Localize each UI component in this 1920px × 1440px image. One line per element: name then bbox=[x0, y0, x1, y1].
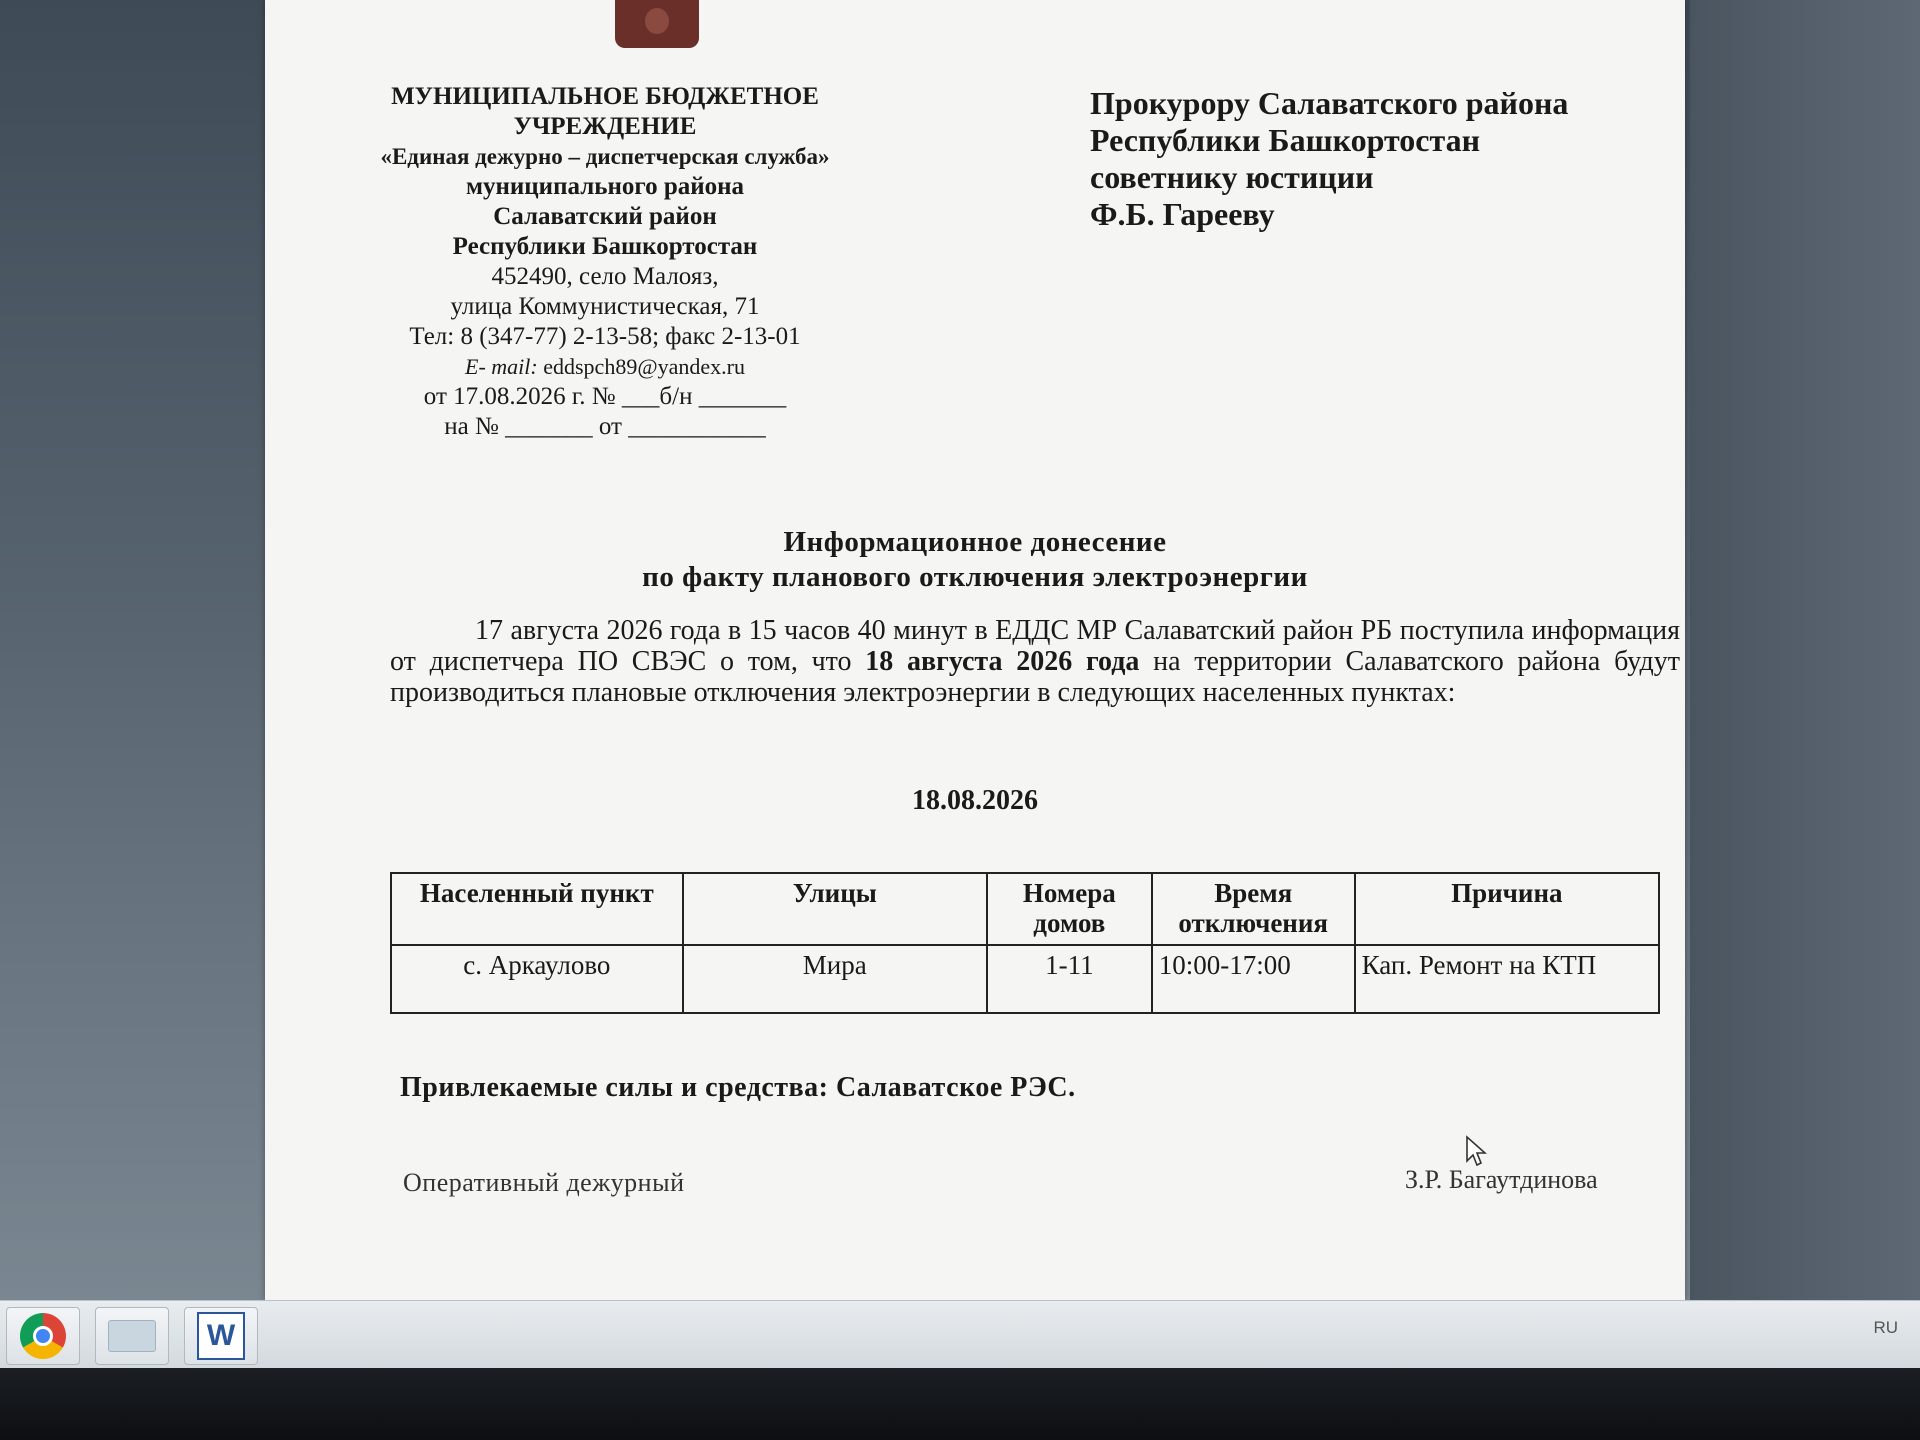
org-line: Салаватский район bbox=[493, 203, 717, 230]
col-header-outage-time: Время отключения bbox=[1152, 873, 1355, 945]
col-header-streets: Улицы bbox=[683, 873, 987, 945]
sender-org-block bbox=[355, 82, 855, 442]
forces-line: Привлекаемые силы и средства: Салаватское РЭС. bbox=[400, 1072, 1076, 1103]
recipient-line: Республики Башкортостан bbox=[1090, 122, 1481, 158]
body-bold-date: 18 августа 2026 года bbox=[865, 646, 1140, 677]
body-part-1: 17 августа 2026 года в 15 часов 40 минут в ЕДДС МР Салаватский район РБ поступила информация от диспетчера ПО СВЭС о том, что bbox=[390, 615, 1680, 677]
email-label: E- mail: bbox=[465, 354, 538, 379]
cell-outage-time: 10:00-17:00 bbox=[1152, 945, 1355, 1013]
org-phone: Тел: 8 (347-77) 2-13-58; факс 2-13-01 bbox=[409, 323, 801, 350]
monitor-bezel bbox=[0, 1368, 1920, 1440]
coat-of-arms-emblem bbox=[615, 0, 699, 48]
chrome-icon bbox=[20, 1313, 66, 1359]
table-header-row bbox=[391, 873, 1659, 945]
file-explorer-icon bbox=[108, 1320, 156, 1352]
recipient-block bbox=[1090, 85, 1650, 233]
email-address: eddspch89@yandex.ru bbox=[543, 354, 745, 379]
col-header-reason: Причина bbox=[1355, 873, 1659, 945]
body-part-2: на территории Салаватского района будут производиться плановые отключения электроэнергии в следующих населенных пунктах: bbox=[390, 646, 1680, 708]
document-title bbox=[325, 525, 1625, 595]
body-paragraph bbox=[390, 615, 1680, 708]
word-icon: W bbox=[197, 1312, 245, 1360]
title-line-2: по факту планового отключения электроэнергии bbox=[642, 561, 1308, 593]
recipient-line: советнику юстиции bbox=[1090, 159, 1374, 195]
table-row bbox=[391, 945, 1659, 1013]
duty-officer-label: Оперативный дежурный bbox=[403, 1168, 685, 1197]
recipient-line: Прокурору Салаватского района bbox=[1090, 85, 1569, 121]
desktop-edge bbox=[1690, 0, 1920, 1300]
signature-name: З.Р. Багаутдинова bbox=[1405, 1165, 1598, 1194]
outgoing-ref: от 17.08.2026 г. № ___б/н _______ bbox=[423, 383, 787, 410]
cell-settlement: с. Аркаулово bbox=[391, 945, 683, 1013]
mouse-pointer-icon bbox=[1465, 1135, 1487, 1167]
taskbar-chrome-button[interactable] bbox=[6, 1307, 80, 1365]
org-line: УЧРЕЖДЕНИЕ bbox=[513, 113, 697, 140]
document-page[interactable] bbox=[265, 0, 1685, 1300]
org-line: МУНИЦИПАЛЬНОЕ БЮДЖЕТНОЕ bbox=[391, 83, 819, 110]
taskbar bbox=[0, 1300, 1920, 1369]
language-indicator[interactable]: RU bbox=[1873, 1318, 1898, 1337]
taskbar-word-button[interactable] bbox=[184, 1307, 258, 1365]
org-line: Республики Башкортостан bbox=[452, 233, 758, 260]
org-line: «Единая дежурно – диспетчерская служба» bbox=[380, 144, 830, 169]
outage-table bbox=[390, 872, 1660, 1014]
cell-reason: Кап. Ремонт на КТП bbox=[1355, 945, 1659, 1013]
incoming-ref: на № _______ от ___________ bbox=[444, 413, 766, 440]
cell-streets: Мира bbox=[683, 945, 987, 1013]
org-email-line bbox=[355, 352, 855, 382]
cell-house-numbers: 1-11 bbox=[987, 945, 1152, 1013]
col-header-settlement: Населенный пункт bbox=[391, 873, 683, 945]
title-line-1: Информационное донесение bbox=[783, 526, 1167, 558]
recipient-line: Ф.Б. Гарееву bbox=[1090, 196, 1275, 232]
col-header-house-numbers: Номера домов bbox=[987, 873, 1152, 945]
date-heading: 18.08.2026 bbox=[912, 785, 1038, 816]
org-line: муниципального района bbox=[465, 173, 745, 200]
org-address-1: 452490, село Малояз, bbox=[491, 263, 719, 290]
org-address-2: улица Коммунистическая, 71 bbox=[450, 293, 760, 320]
taskbar-explorer-button[interactable] bbox=[95, 1307, 169, 1365]
